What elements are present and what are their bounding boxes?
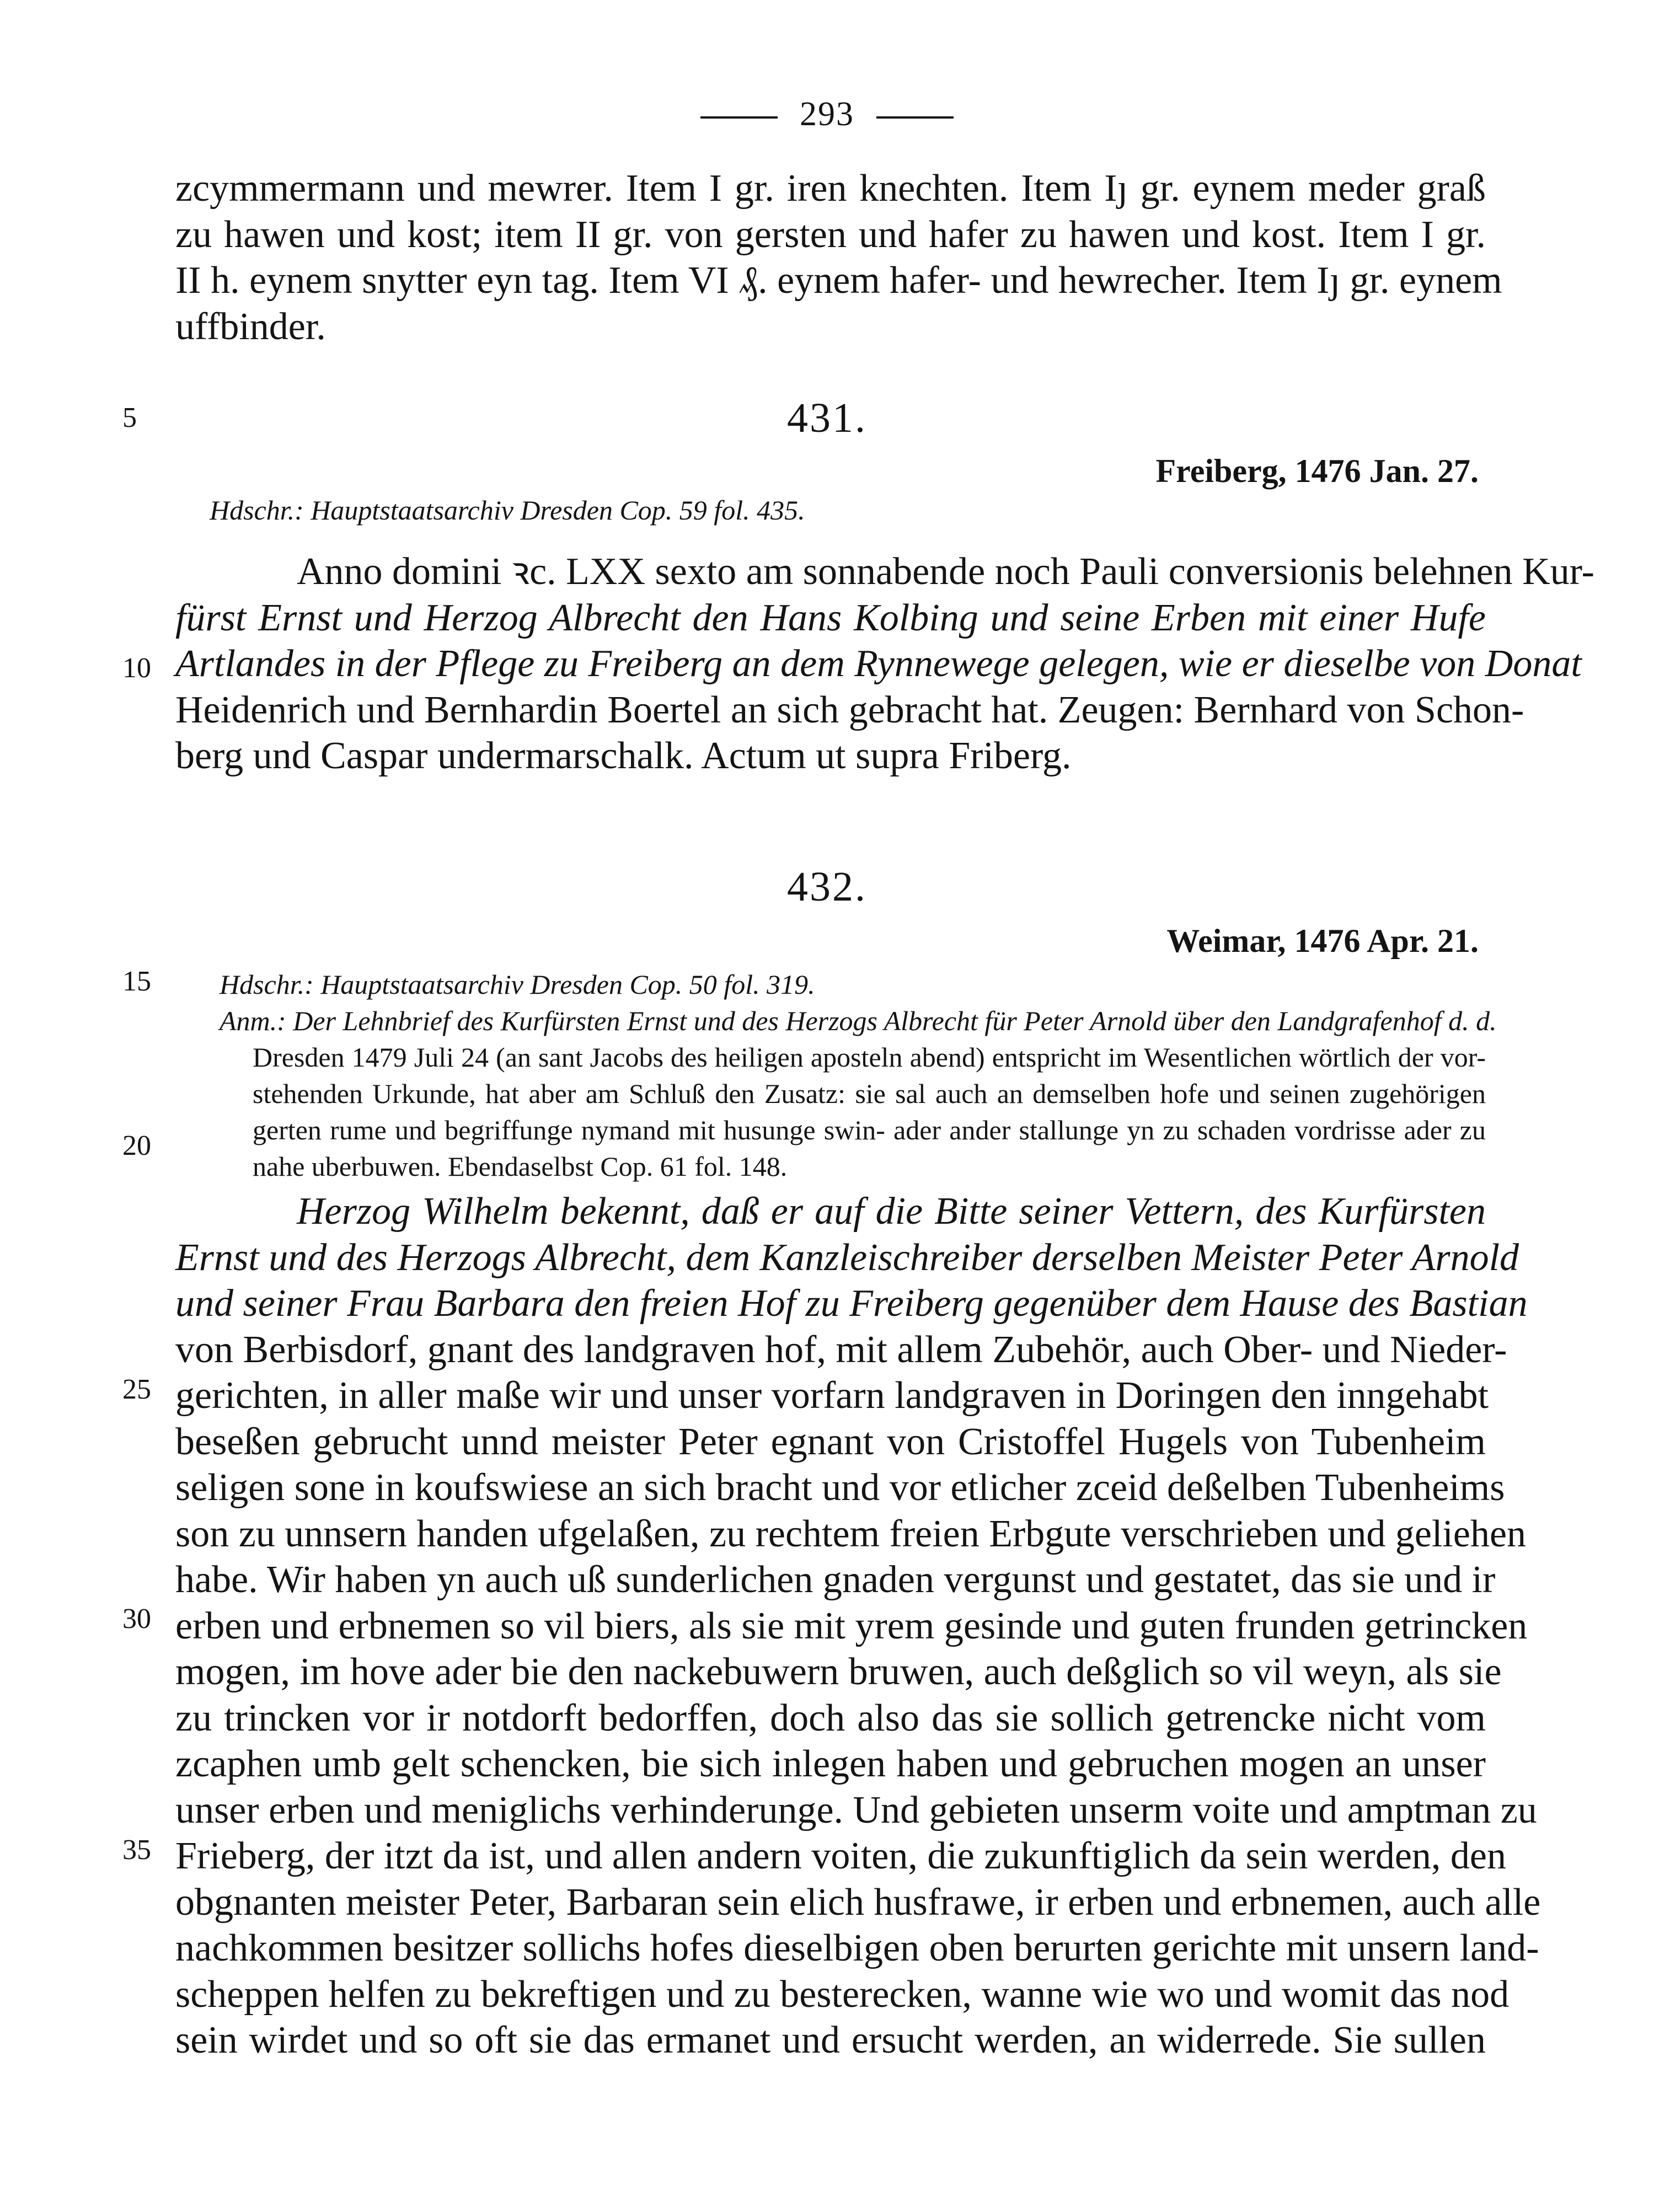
- source-line: nahe uberbuwen. Ebendaselbst Cop. 61 fol. 148.: [253, 1151, 788, 1182]
- continuation-paragraph: [175, 165, 1502, 350]
- text-line: II h. eynem snytter eyn tag. Item VI ₰. eynem hafer- und hewrecher. Item Iȷ gr. eynem: [175, 259, 1502, 302]
- text-line: Heidenrich und Bernhardin Boertel an sich gebracht hat. Zeugen: Bernhard von Schon-: [175, 688, 1524, 731]
- document-number-431: 431.: [787, 395, 867, 441]
- text-line: Artlandes in der Pflege zu Freiberg an dem Rynnewege gelegen, wie er dieselbe von Donat: [175, 642, 1582, 685]
- text-line: Frieberg, der itzt da ist, und allen andern voiten, die zukunftiglich da sein werden, den: [175, 1835, 1506, 1877]
- text-line: Ernst und des Herzogs Albrecht, dem Kanzleischreiber derselben Meister Peter Arnold: [175, 1236, 1519, 1279]
- source-note-431: [210, 492, 1476, 528]
- line-number: 25: [122, 1374, 151, 1405]
- line-number: 15: [122, 966, 151, 997]
- document-text-432: [175, 1188, 1541, 2064]
- document-text-431: [175, 549, 1594, 779]
- place-date-431: Freiberg, 1476 Jan. 27.: [1155, 453, 1479, 489]
- line-number: 30: [122, 1603, 151, 1635]
- source-line: gerten rume und begriffunge nymand mit husunge swin- ader ander stallunge yn zu schaden vordrisse ader zu: [253, 1115, 1486, 1145]
- text-line: scheppen helfen zu bekreftigen und zu besterecken, wanne wie wo und womit das nod: [175, 1973, 1510, 2016]
- text-line: zu hawen und kost; item II gr. von gersten und hafer zu hawen und kost. Item I gr.: [175, 213, 1486, 256]
- place-date-432: Weimar, 1476 Apr. 21.: [1166, 923, 1479, 959]
- text-line: zcymmermann und mewrer. Item I gr. iren knechten. Item Iȷ gr. eynem meder graß: [175, 167, 1486, 210]
- source-line: Hdschr.: Hauptstaatsarchiv Dresden Cop. 59 fol. 435.: [210, 495, 805, 526]
- source-note-432: [220, 966, 1497, 1185]
- text-line: sein wirdet und so oft sie das ermanet und ersucht werden, an widerrede. Sie sullen: [175, 2019, 1486, 2061]
- text-line: habe. Wir haben yn auch uß sunderlichen gnaden vergunst und gestatet, das sie und ir: [175, 1558, 1496, 1601]
- text-line: mogen, im hove ader bie den nackebuwern bruwen, auch deßglich so vil weyn, als sie: [175, 1651, 1502, 1693]
- text-line: unser erben und meniglichs verhinderunge. Und gebieten unserm voite und amptman zu: [175, 1788, 1537, 1831]
- text-line: erben und erbnemen so vil biers, als sie mit yrem gesinde und guten frunden getrincken: [175, 1604, 1528, 1647]
- line-number: 10: [122, 652, 151, 684]
- line-number: 20: [122, 1130, 151, 1161]
- text-line: zu trincken vor ir notdorft bedorffen, doch also das sie sollich getrencke nicht vom: [175, 1696, 1486, 1739]
- header-rule-right: [876, 116, 954, 119]
- text-line: und seiner Frau Barbara den freien Hof zu Freiberg gegenüber dem Hause des Bastian: [175, 1282, 1528, 1325]
- source-line: Hdschr.: Hauptstaatsarchiv Dresden Cop. 50 fol. 319.: [220, 969, 815, 1000]
- text-line: nachkommen besitzer sollichs hofes dieselbigen oben berurten gerichte mit unsern land-: [175, 1927, 1539, 1969]
- source-line: Dresden 1479 Juli 24 (an sant Jacobs des heiligen aposteln abend) entspricht im Wesentlichen wörtlich der vor-: [253, 1042, 1486, 1073]
- text-line: Anno domini ꝛc. LXX sexto am sonnabende noch Pauli conversionis belehnen Kur-: [297, 550, 1594, 593]
- document-number-432: 432.: [787, 864, 867, 910]
- text-line: beseßen gebrucht unnd meister Peter egnant von Cristoffel Hugels von Tubenheim: [175, 1420, 1486, 1463]
- text-line: Herzog Wilhelm bekennt, daß er auf die Bitte seiner Vettern, des Kurfürsten: [297, 1190, 1486, 1233]
- text-line: obgnanten meister Peter, Barbaran sein elich husfrawe, ir erben und erbnemen, auch alle: [175, 1881, 1541, 1924]
- text-line: fürst Ernst und Herzog Albrecht den Hans Kolbing und seine Erben mit einer Hufe: [175, 596, 1486, 639]
- line-number: 5: [122, 402, 137, 433]
- page-header: [0, 95, 1654, 134]
- header-rule-left: [700, 116, 778, 119]
- text-line: zcaphen umb gelt schencken, bie sich inlegen haben und gebruchen mogen an unser: [175, 1743, 1486, 1785]
- text-line: seligen sone in koufswiese an sich bracht und vor etlicher zceid deßelben Tubenheims: [175, 1466, 1505, 1509]
- text-line: uffbinder.: [175, 305, 326, 348]
- text-line: berg und Caspar undermarschalk. Actum ut supra Friberg.: [175, 735, 1072, 777]
- source-line: stehenden Urkunde, hat aber am Schluß den Zusatz: sie sal auch an demselben hofe und seinen zugehörigen: [253, 1078, 1486, 1109]
- text-line: son zu unnsern handen ufgelaßen, zu rechtem freien Erbgute verschrieben und geliehen: [175, 1512, 1527, 1555]
- source-line: Anm.: Der Lehnbrief des Kurfürsten Ernst und des Herzogs Albrecht für Peter Arnold über den Landgrafenhof d. d.: [220, 1005, 1497, 1036]
- text-line: gerichten, in aller maße wir und unser vorfarn landgraven in Doringen den inngehabt: [175, 1374, 1489, 1417]
- line-number: 35: [122, 1834, 151, 1866]
- text-line: von Berbisdorf, gnant des landgraven hof, mit allem Zubehör, auch Ober- und Nieder-: [175, 1328, 1507, 1371]
- page-number: 293: [800, 95, 854, 133]
